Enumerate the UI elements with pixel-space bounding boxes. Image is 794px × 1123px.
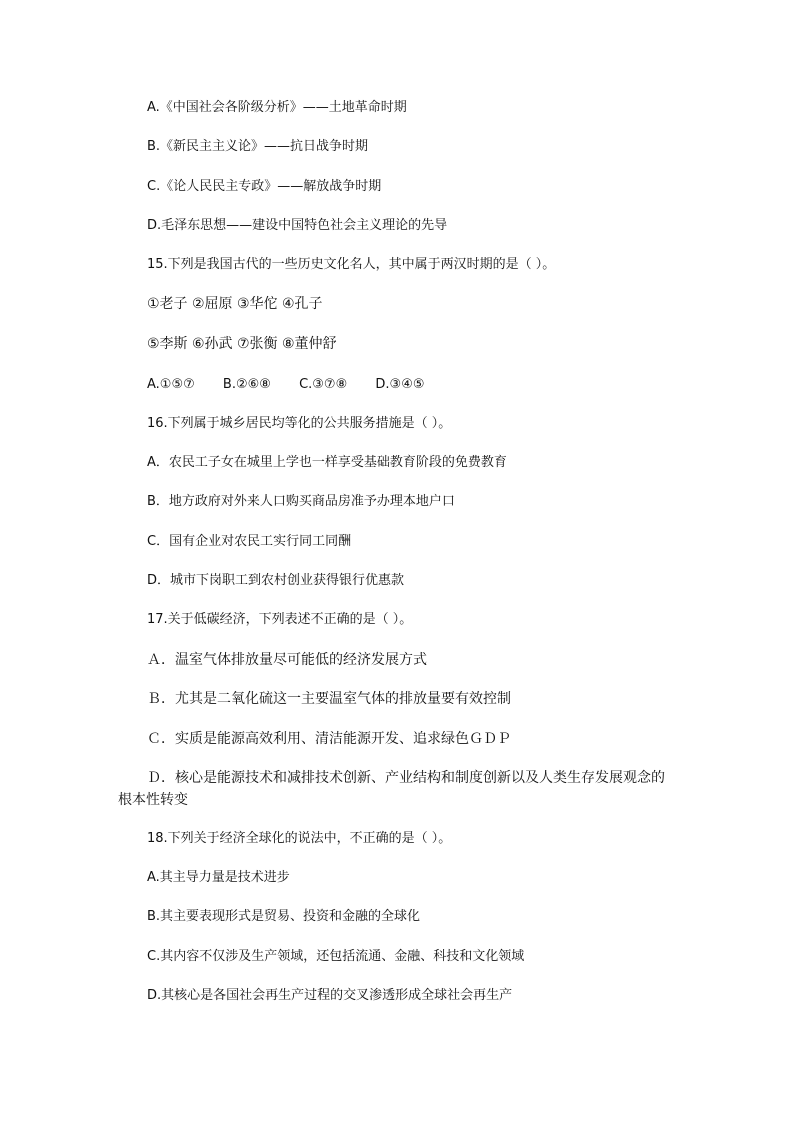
- q15-option-c: C.③⑦⑧: [299, 377, 348, 392]
- q14-option-d: D.毛泽东思想——建设中国特色社会主义理论的先导: [147, 218, 448, 233]
- q18-option-c: C.其内容不仅涉及生产领域，还包括流通、金融、科技和文化领域: [147, 949, 525, 964]
- q15-stem: 15.下列是我国古代的一些历史文化名人，其中属于两汉时期的是（ ）。: [147, 257, 556, 272]
- q16-option-d: D．城市下岗职工到农村创业获得银行优惠款: [147, 573, 405, 588]
- q16-stem: 16.下列属于城乡居民均等化的公共服务措施是（ ）。: [147, 416, 452, 431]
- q16-option-b: B．地方政府对外来人口购买商品房准予办理本地户口: [147, 494, 455, 509]
- q17-option-b: Ｂ．尤其是二氧化硫这一主要温室气体的排放量要有效控制: [147, 691, 511, 707]
- q17-stem: 17.关于低碳经济，下列表述不正确的是（ ）。: [147, 612, 413, 627]
- q15-option-d: D.③④⑤: [375, 377, 425, 392]
- q17-option-d: Ｄ．核心是能源技术和减排技术创新、产业结构和制度创新以及人类生存发展观念的根本性转变: [118, 770, 665, 808]
- q16-option-a: A．农民工子女在城里上学也一样享受基础教育阶段的免费教育: [147, 455, 507, 470]
- q18-stem: 18.下列关于经济全球化的说法中，不正确的是（ ）。: [147, 831, 452, 846]
- q18-option-a: A.其主导力量是技术进步: [147, 870, 290, 885]
- q18-option-b: B.其主要表现形式是贸易、投资和金融的全球化: [147, 909, 421, 924]
- q15-option-a: A.①⑤⑦: [147, 377, 195, 392]
- q14-option-c: C.《论人民民主专政》——解放战争时期: [147, 179, 382, 194]
- q17-option-c: Ｃ．实质是能源高效利用、清洁能源开发、追求绿色ＧＤＰ: [147, 731, 511, 747]
- q14-option-a: A.《中国社会各阶级分析》——土地革命时期: [147, 100, 407, 115]
- q18-option-d: D.其核心是各国社会再生产过程的交叉渗透形成全球社会再生产: [147, 988, 513, 1003]
- q14-option-b: B.《新民主主义论》——抗日战争时期: [147, 139, 369, 154]
- q15-option-b: B.②⑥⑧: [222, 377, 271, 392]
- q15-names-line-1: ①老子 ②屈原 ③华佗 ④孔子: [147, 296, 323, 312]
- q16-option-c: C．国有企业对农民工实行同工同酬: [147, 534, 352, 549]
- q15-options-row: [147, 375, 449, 395]
- q15-names-line-2: ⑤李斯 ⑥孙武 ⑦张衡 ⑧董仲舒: [147, 336, 337, 352]
- q17-option-a: Ａ．温室气体排放量尽可能低的经济发展方式: [147, 652, 427, 668]
